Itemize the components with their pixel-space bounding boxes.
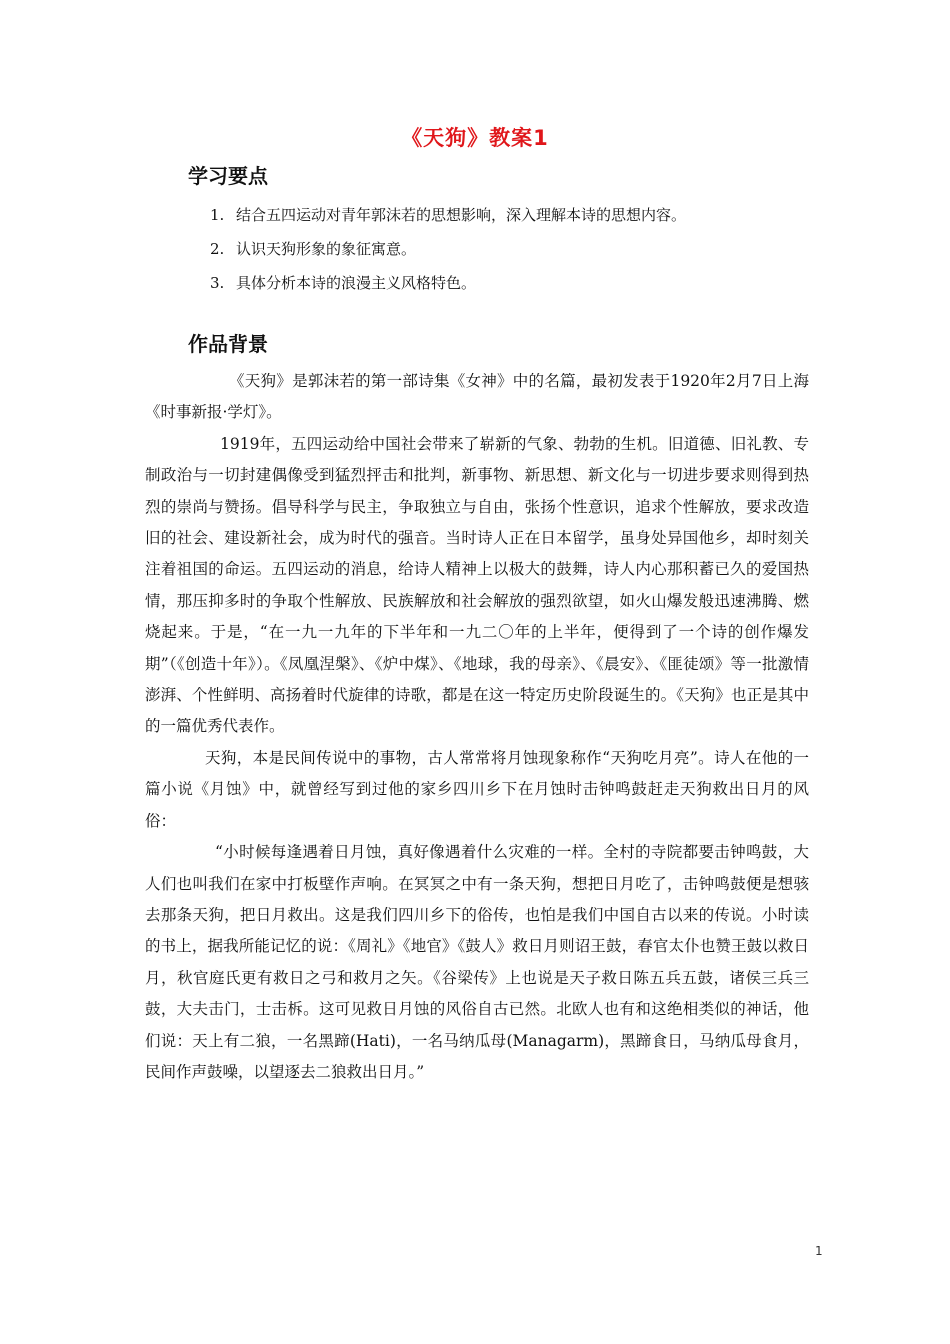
- list-item-number: 2.: [210, 240, 225, 258]
- list-item-text: 具体分析本诗的浪漫主义风格特色。: [236, 274, 477, 292]
- list-item: [210, 232, 686, 266]
- section-heading-learning-points: 学习要点: [188, 164, 268, 188]
- background-body: [145, 366, 809, 1088]
- learning-points-list: [210, 198, 686, 300]
- list-item: [210, 198, 686, 232]
- page-number: 1: [815, 1244, 823, 1258]
- paragraph: 《天狗》是郭沫若的第一部诗集《女神》中的名篇，最初发表于1920年2月7日上海《时事新报·学灯》。: [145, 372, 809, 422]
- list-item-text: 结合五四运动对青年郭沫若的思想影响，深入理解本诗的思想内容。: [236, 206, 687, 224]
- section-heading-background: 作品背景: [188, 332, 268, 356]
- list-item: [210, 266, 686, 300]
- quote-paragraph: “小时候每逢遇着日月蚀，真好像遇着什么灾难的一样。全村的寺院都要击钟鸣鼓，大人们也叫我们在家中打板壁作声响。在冥冥之中有一条天狗，想把日月吃了，击钟鸣鼓便是想骇去那条天狗，把日月救出。这是我们四川乡下的俗传，也怕是我们中国自古以来的传说。小时读的书上，据我所能记忆的说：《周礼》《地官》《鼓人》救日月则诏王鼓，春官太仆也赞王鼓以救日月，秋官庭氏更有救日之弓和救月之矢。《谷梁传》上也说是天子救日陈五兵五鼓，诸侯三兵三鼓，大夫击门，士击柝。这可见救日月蚀的风俗自古已然。北欧人也有和这绝相类似的神话，他们说：天上有二狼，一名黑蹄(Hati)，一名马纳瓜母(Managarm)，黑蹄食日，马纳瓜母食月，民间作声鼓噪，以望逐去二狼救出日月。”: [145, 843, 809, 1081]
- paragraph: 1919年，五四运动给中国社会带来了崭新的气象、勃勃的生机。旧道德、旧礼教、专制政治与一切封建偶像受到猛烈抨击和批判，新事物、新思想、新文化与一切进步要求则得到热烈的崇尚与赞扬。倡导科学与民主，争取独立与自由，张扬个性意识，追求个性解放，要求改造旧的社会、建设新社会，成为时代的强音。当时诗人正在日本留学，虽身处异国他乡，却时刻关注着祖国的命运。五四运动的消息，给诗人精神上以极大的鼓舞，诗人内心那积蓄已久的爱国热情，那压抑多时的争取个性解放、民族解放和社会解放的强烈欲望，如火山爆发般迅速沸腾、燃烧起来。于是，“在一九一九年的下半年和一九二〇年的上半年，便得到了一个诗的创作爆发期”（《创造十年》）。《凤凰涅槃》、《炉中煤》、《地球，我的母亲》、《晨安》、《匪徒颂》等一批激情澎湃、个性鲜明、高扬着时代旋律的诗歌，都是在这一特定历史阶段诞生的。《天狗》也正是其中的一篇优秀代表作。: [145, 434, 809, 736]
- list-item-number: 1.: [210, 206, 225, 224]
- list-item-number: 3.: [210, 274, 225, 292]
- document-title: 《天狗》教案1: [401, 126, 549, 150]
- paragraph: 天狗，本是民间传说中的事物，古人常常将月蚀现象称作“天狗吃月亮”。诗人在他的一篇小说《月蚀》中，就曾经写到过他的家乡四川乡下在月蚀时击钟鸣鼓赶走天狗救出日月的风俗：: [145, 748, 809, 830]
- list-item-text: 认识天狗形象的象征寓意。: [236, 240, 417, 258]
